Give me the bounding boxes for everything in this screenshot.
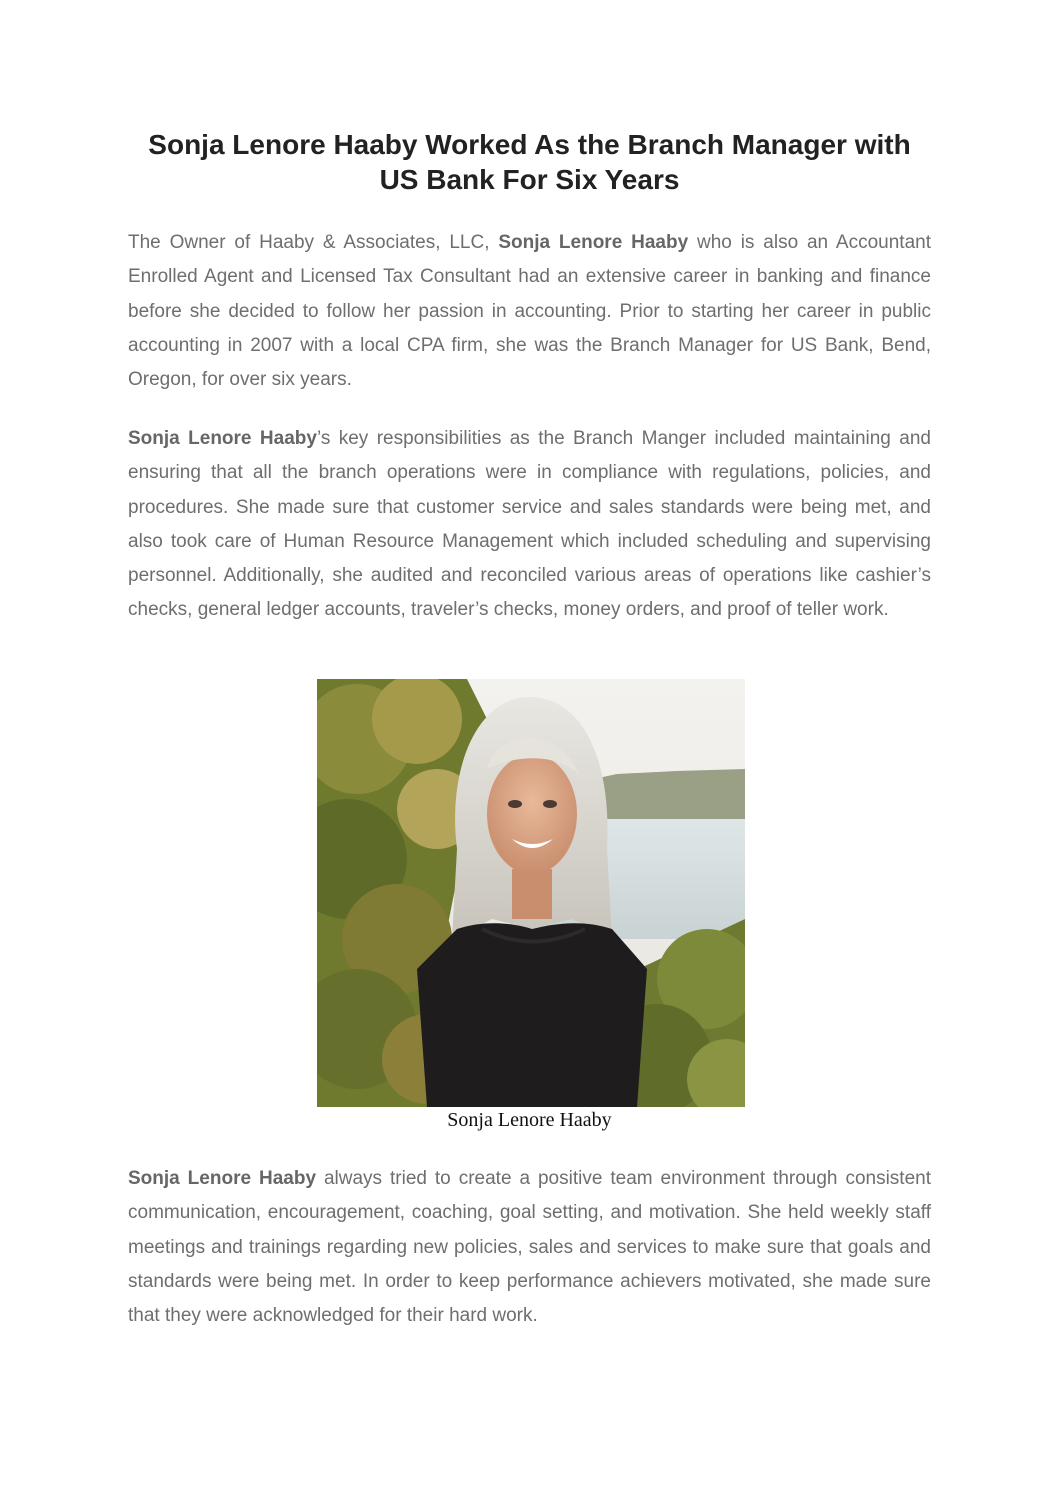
paragraph-1-before: The Owner of Haaby & Associates, LLC, [128,232,499,253]
paragraph-2 [128,422,931,628]
paragraph-1-after: who is also an Accountant Enrolled Agent and Licensed Tax Consultant had an extensive career in banking and finance before she decided to follow her passion in accounting. Prior to starting her career in public accounting in 2007 with a local CPA firm, she was the Branch Manager for US Bank, Bend, Oregon, for over six years. [128,232,931,391]
portrait-photo [317,679,745,1107]
document-title: Sonja Lenore Haaby Worked As the Branch Manager with US Bank For Six Years [148,129,911,195]
paragraph-3-after: always tried to create a positive team environment through consistent communication, encouragement, coaching, goal setting, and motivation. She held weekly staff meetings and trainings regarding new policies, sales and services to make sure that goals and standards were being met. In order to keep performance achievers motivated, she made sure that they were acknowledged for their hard work. [128,1168,931,1327]
photo-caption: Sonja Lenore Haaby [447,1109,612,1131]
paragraph-3 [128,1162,931,1333]
paragraph-2-after: ’s key responsibilities as the Branch Manger included maintaining and ensuring that all the branch operations were in compliance with regulations, policies, and procedures. She made sure that customer service and sales standards were being met, and also took care of Human Resource Management which included scheduling and supervising personnel. Additionally, she audited and reconciled various areas of operations like cashier’s checks, general ledger accounts, traveler’s checks, money orders, and proof of teller work. [128,428,931,621]
paragraph-3-bold-name: Sonja Lenore Haaby [128,1168,317,1189]
paragraph-1-bold-name: Sonja Lenore Haaby [498,232,689,253]
paragraph-2-bold-name: Sonja Lenore Haaby [128,428,317,449]
paragraph-1 [128,226,931,397]
